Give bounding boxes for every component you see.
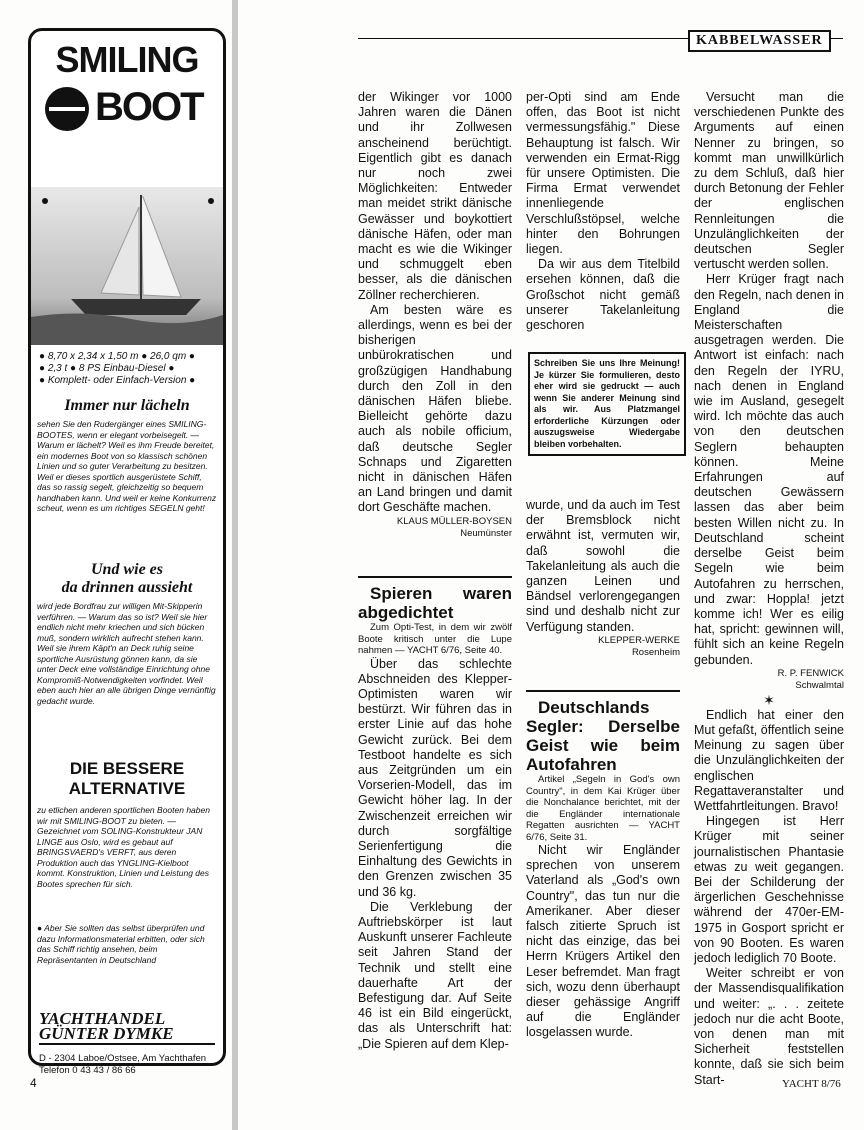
ad-heading-smile: Immer nur lächeln [64, 397, 190, 414]
column-1-article [358, 584, 512, 1052]
divider [358, 576, 512, 578]
advertisement [28, 28, 226, 1076]
paragraph: Weiter schreibt er von der Massendisqualifikation und weiter: „. . . zeitete jedoch nur die acht Boote, von denen man mit Sicherheit feststellen konnte, daß sie sich beim Start- [694, 966, 844, 1087]
paragraph: per-Opti sind am Ende offen, das Boot ist nicht vermessungsfähig." Diese Behauptung ist falsch. Wir verwenden ein Ermat-Rigg für unsere Optimisten. Die Firma Ermat verwendet innenliegende Verschlußstöpsel, welche hinter den Bohrungen liegen. [526, 90, 680, 257]
divider [526, 690, 680, 692]
ad-text-smile: sehen Sie den Rudergänger eines SMILING-BOOTES, wenn er elegant vorbeisegelt. — Warum er lächelt? Weil es ihm Freude bereitet, ein modernes Boot von so klassisch schönen Linien und so guter Verarbeitung zu besitzen. Weil er dieses sportlich ausgerüstete Schiff, das so rassig segelt, gleichzeitig so bequem handhaben kann. Und weil er keine Konkurrenz scheut, wenn es um richtiges SEGELN geht! [37, 419, 217, 513]
ad-specs [39, 351, 217, 387]
column-3 [694, 90, 844, 1088]
paragraph: Versucht man die verschiedenen Punkte des Arguments auf einen Nenner zu bringen, so kommt man unwillkürlich zu dem Schluß, daß hier durch Betonung der Fehler der englischen Rennleitungen die Unzulänglichkeiten der deutschen Segler vertuscht werden sollen. [694, 90, 844, 272]
ad-heading-inside-1: Und wie es [91, 561, 163, 578]
page-number: 4 [30, 1076, 37, 1090]
paragraph: wurde, und da auch im Test der Bremsblock nicht erwähnt ist, vermuten wir, daß sowohl die Takelanleitung als auch die ganzen Leinen und Bändsel verlorengegangen sind und deshalb nicht zur Verfügung standen. [526, 498, 680, 634]
article-heading: Deutschlands Segler: Derselbe Geist wie beim Autofahren [526, 698, 680, 774]
ad-text-inside: wird jede Bordfrau zur willigen Mit-Skipperin verführen. — Warum das so ist? Weil sie hier endlich nicht mehr kriechen und sich bücken muß, sondern wirklich aufrecht stehen kann. Weil sie ihrem Käpt'n an Deck ruhig seine sportliche Ausrüstung gönnen kann, da sie unter Deck eine vollständige Einrichtung ohne Kompromiß-Notwendigkeiten vorfindet. Weil eben auch hier an alle übrigen Dinge vernünftig gedacht wurde. [37, 601, 216, 706]
paragraph: Da wir aus dem Titelbild ersehen können, daß die Großschot nicht gemäß unserer Takelanleitung geschoren [526, 257, 680, 333]
spec-line: ● 2,3 t ● 8 PS Einbau-Diesel ● [39, 363, 175, 374]
column-2-article [526, 698, 680, 1041]
article-lead: Artikel „Segeln in God's own Country", in dem Kai Krüger über die Nonchalance berichtet, mit der die Engländer internationale Regatten ausrichten — YACHT 6/76, Seite 31. [526, 774, 680, 843]
ad-text-alternative: zu etlichen anderen sportlichen Booten haben wir mit SMILING-BOOT zu bieten. — Gezeichnet vom SOLING-Konstrukteur JAN LINGE aus Oslo, wird es gebaut auf BRINGSVAERD's VERFT, aus deren Produktion auch das YNGLING-Kielboot kommt. Konstruktion, Linien und Leistung des Bootes sprechen für sich. [37, 805, 210, 889]
issue-label: YACHT 8/76 [782, 1078, 841, 1090]
column-1 [358, 90, 512, 540]
column-2-cont [526, 498, 680, 659]
ad-heading-inside-2: da drinnen aussieht [61, 579, 193, 596]
letter-city: Neumünster [460, 527, 512, 539]
spec-line: ● 8,70 x 2,34 x 1,50 m ● 26,0 qm ● [39, 351, 195, 362]
paragraph: Am besten wäre es allerdings, wenn es bei der bisherigen unbürokratischen und großzügigen Handhabung durch den Zoll in den dänischen Häfen bliebe. Bielleicht gehörte dazu auch als nobile officium, daß deutsche Segler Schnaps und Zigaretten nicht in dänischen Häfen an Land bringen und damit dort Geschäfte machen. [358, 302, 512, 515]
editor-note-box: Schreiben Sie uns Ihre Meinung! Je kürzer Sie formulieren, desto eher wird sie gedruckt — auch wenn Sie anderer Meinung sind als wir. Aus Platzmangel erforderliche Kürzungen oder auszugsweise Wiedergabe bleiben vorbehalten. [528, 352, 686, 456]
letter-signature: KLEPPER-WERKE [598, 634, 680, 646]
dealer-name: YACHTHANDEL GÜNTER DYMKE [39, 1011, 215, 1045]
ad-brand-bottom: BOOT [45, 85, 203, 131]
article-lead: Zum Opti-Test, in dem wir zwölf Boote kritisch unter die Lupe nahmen — YACHT 6/76, Seite 40. [358, 622, 512, 656]
sailboat-photo [31, 187, 223, 345]
letter-signature: KLAUS MÜLLER-BOYSEN [396, 515, 512, 527]
paragraph: Endlich hat einer den Mut gefaßt, öffentlich seine Meinung zu sagen über die Unzulänglichkeiten der englischen Regattaveranstalter und Wettfahrtleitungen. Bravo! [694, 707, 844, 813]
paragraph: Hingegen ist Herr Krüger mit seiner journalistischen Phantasie etwas zu weit gegangen. Bei der Schilderung der ärgerlichen Geschehnisse während der 470er-EM-1975 in Gosport spricht er von 90 Booten. Es waren jedoch lediglich 70 Boote. [694, 814, 844, 965]
paragraph: Über das schlechte Abschneiden des Klepper-Optimisten waren wir bestürzt. Wir führen das in erster Linie auf das hohe Gewicht zurück. Bei dem Testboot handelte es sich aus Zeitgründen um ein Vorserien-Modell, das im Gewicht höher lag. In der Zwischenzeit erreichen wir durch sorgfältige Serienfertigung die Einhaltung des Gewichts in den Grenzen zwischen 35 und 36 kg. [358, 656, 512, 899]
paragraph: Die Verklebung der Auftriebskörper ist laut Auskunft unserer Fachleute seit Jahren Stand der Technik und stellt eine dauerhafte Art der Befestigung dar. Auf Seite 46 ist ein Bild eingerückt, das als Unterschrift hat: „Die Spieren auf dem Klep- [358, 899, 512, 1051]
letter-signature: R. P. FENWICK [777, 667, 844, 679]
star-separator-icon: ✶ [763, 691, 775, 708]
article-heading: Spieren waren abgedichtet [358, 584, 512, 622]
paragraph: Herr Krüger fragt nach den Regeln, nach denen in England die Meisterschaften ausgetragen werden. Die Antwort ist einfach: nach den Regeln der IYRU, nach denen in England wie im Ausland, gesegelt wird. Ich möchte das auch von den deutschen Seglern behaupten können. Meine Erfahrungen auf deutschen Gewässern lassen das aber beim besten Willen nicht zu. In Deutschland scheint derselbe Geist beim Segeln wie beim Autofahren zu herrschen, und zwar: Hoppla! jetzt komme ich! Wer es eilig hat, spricht: gewinnen will, fühlt sich an keine Regeln gebunden. [694, 272, 844, 667]
paragraph: Nicht wir Engländer sprechen von unserem Vaterland als „God's own Country", das tun nur die Amerikaner. Aber dieser falsch zitierte Spruch ist nicht das einzige, das bei Herrn Krügers Artikel den Leser befremdet. Man fragt sich, wozu denn überhaupt dieser gehässige Angriff auf die Engländer losgelassen wurde. [526, 843, 680, 1040]
ad-alt-heading-2: ALTERNATIVE [68, 779, 186, 798]
paragraph: der Wikinger vor 1000 Jahren waren die Dänen und ihr Zollwesen anscheinend berüchtigt. Eigentlich gibt es danach nur noch zwei Möglichkeiten: Entweder man meidet strikt dänische Gewässer und boykottiert dänische Häfen, oder man macht es wie die Wikinger und schmuggelt eben besser, als die dänischen Zöllner recherchieren. [358, 90, 512, 302]
dealer-address: D - 2304 Laboe/Ostsee, Am Yachthafen Telefon 0 43 43 / 86 66 [39, 1053, 207, 1076]
ad-alt-heading-1: DIE BESSERE [69, 759, 185, 778]
smile-logo-icon [45, 87, 89, 131]
section-title: KABBELWASSER [688, 30, 831, 52]
spec-line: ● Komplett- oder Einfach-Version ● [39, 375, 196, 386]
page-gutter [232, 0, 238, 1130]
column-2 [526, 90, 680, 333]
letter-city: Rosenheim [631, 646, 680, 658]
ad-text-contact: ● Aber Sie sollten das selbst überprüfen und dazu Informationsmaterial erbitten, oder sich das Schiff richtig ansehen, beim Repräsentanten in Deutschland [37, 923, 205, 965]
ad-brand-top: SMILING [55, 39, 199, 80]
letter-city: Schwalmtal [795, 679, 844, 691]
